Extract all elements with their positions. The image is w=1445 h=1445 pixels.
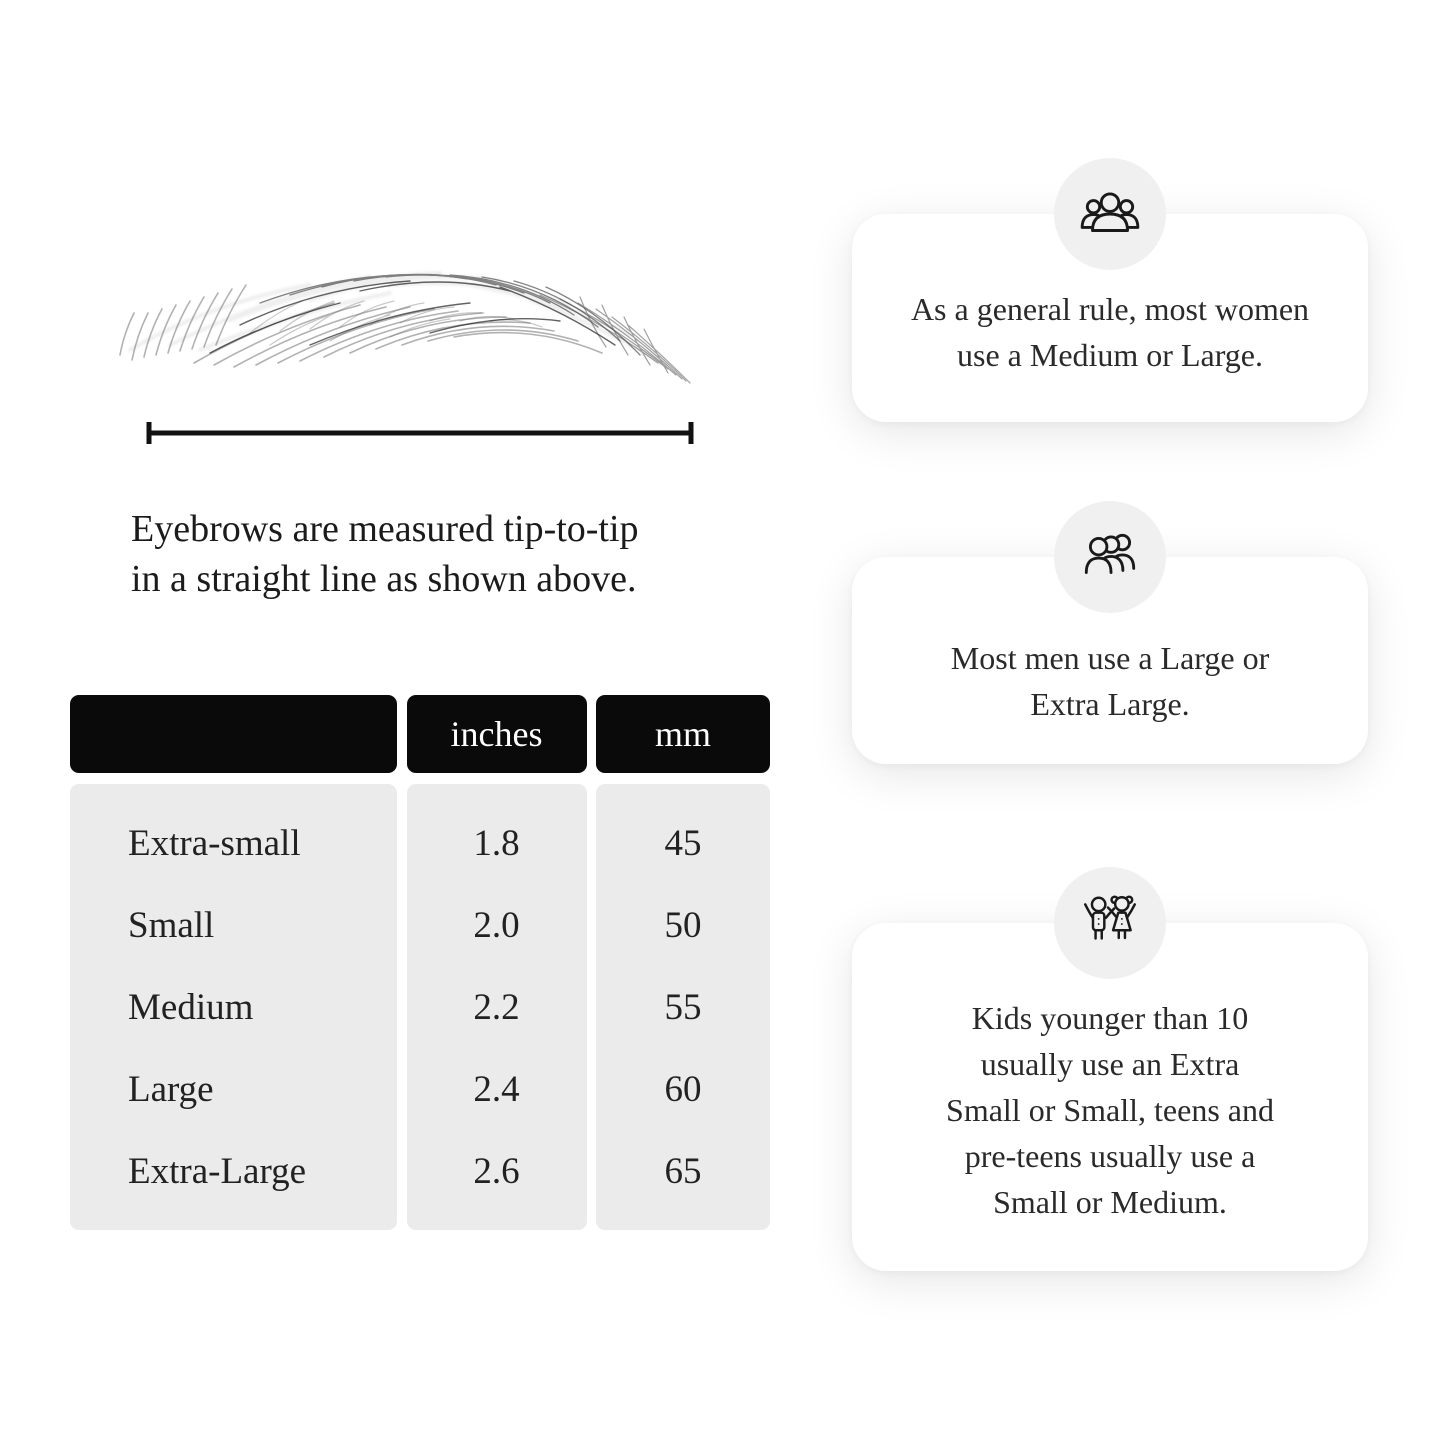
card-text-line: Small or Small, teens and <box>946 1092 1274 1128</box>
women-group-icon-circle <box>1054 158 1166 270</box>
caption-line-1: Eyebrows are measured tip-to-tip <box>131 508 639 550</box>
kids-icon <box>1077 890 1143 956</box>
card-text-line: Extra Large. <box>1030 686 1190 722</box>
eyebrow-illustration <box>110 225 700 395</box>
size-chart-table <box>70 695 770 1230</box>
inches-column <box>407 784 587 1230</box>
mm-cell: 55 <box>664 986 702 1028</box>
inches-cell: 1.8 <box>473 822 520 864</box>
header-cell-mm: mm <box>596 695 770 773</box>
table-header-row <box>70 695 770 773</box>
size-label-cell: Small <box>128 904 215 946</box>
inches-cell: 2.6 <box>473 1150 520 1192</box>
mm-cell: 45 <box>664 822 702 864</box>
size-label-cell: Extra-Large <box>128 1150 307 1192</box>
header-cell-inches: inches <box>407 695 587 773</box>
inches-cell: 2.2 <box>473 986 520 1028</box>
size-label-cell: Extra-small <box>128 822 301 864</box>
size-label-cell: Large <box>128 1068 214 1110</box>
kids-icon-circle <box>1054 867 1166 979</box>
size-label-column <box>70 784 397 1230</box>
inches-cell: 2.4 <box>473 1068 520 1110</box>
info-card-women <box>852 158 1368 422</box>
card-text-line: As a general rule, most women <box>910 291 1310 327</box>
caption-line-2: in a straight line as shown above. <box>131 558 637 600</box>
card-text-line: use a Medium or Large. <box>957 337 1263 373</box>
men-group-icon <box>1077 524 1143 590</box>
mm-cell: 60 <box>664 1068 702 1110</box>
mm-column <box>596 784 770 1230</box>
header-cell-blank <box>70 695 397 773</box>
women-group-icon <box>1077 181 1143 247</box>
info-card-men <box>852 501 1368 764</box>
measurement-caption <box>131 504 639 604</box>
card-text-line: pre-teens usually use a <box>964 1138 1256 1174</box>
card-text-line: Most men use a Large or <box>950 640 1270 676</box>
inches-cell: 2.0 <box>473 904 520 946</box>
mm-cell: 50 <box>664 904 702 946</box>
info-card-kids <box>852 867 1368 1271</box>
size-label-cell: Medium <box>128 986 254 1028</box>
table-body <box>70 784 770 1230</box>
card-text-line: usually use an Extra <box>980 1046 1240 1082</box>
card-text-line: Small or Medium. <box>993 1184 1227 1220</box>
card-text-line: Kids younger than 10 <box>971 1000 1249 1036</box>
men-group-icon-circle <box>1054 501 1166 613</box>
measurement-line <box>145 420 695 446</box>
mm-cell: 65 <box>664 1150 702 1192</box>
